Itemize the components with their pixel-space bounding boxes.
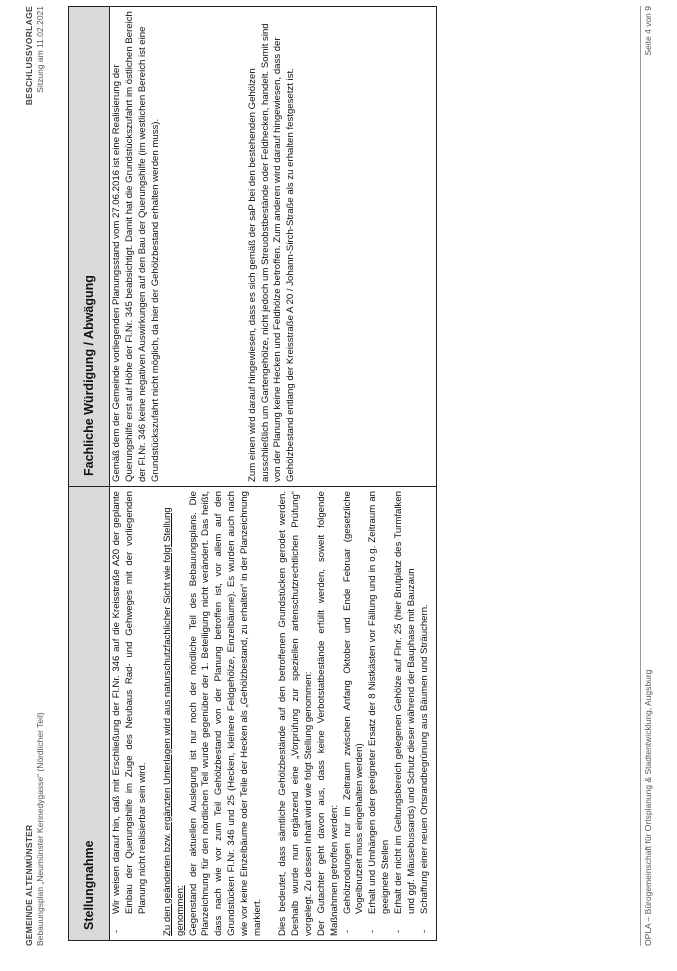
plan-title: Bebauungsplan „Neumünster Kennedygasse“ (Nördlicher Teil): [35, 712, 45, 946]
statement-table: [68, 6, 437, 941]
bullet-list-intro: [111, 491, 150, 936]
list-item: - Wir weisen darauf hin, daß mit Erschließung der Fl.Nr. 346 auf die Kreisstraße A20 der geplante Einbau der Querungshilfe im Zuge des Neubaus Rad- und Gehweges mit der vorliegenden Planung nicht realisierbar sein wird.: [111, 491, 150, 936]
list-item: - Gehölzrodungen nur im Zeitraum zwischen Anfang Oktober und Ende Februar (gesetzliche Vogelbrutzeit muss eingehalten werden): [342, 491, 368, 936]
page-number: Seite 4 von 9: [643, 6, 653, 56]
list-item: - Erhalt und Umhängen oder geeigneter Ersatz der 8 Nistkästen vor Fällung und in o.g. Zeitraum an geeignete Stellen: [367, 491, 393, 936]
page-header-right: [24, 6, 46, 105]
table-header-row: [69, 7, 110, 941]
column-header-statement: Stellungnahme: [69, 487, 110, 941]
session-date: Sitzung am 11.02.2021: [35, 6, 45, 93]
footer-divider: [640, 6, 641, 946]
paragraph: Dies bedeutet, dass sämtliche Gehölzbestände auf den betroffenen Grundstücken gerodet werden. Deshalb wurde nun ergänzend eine „Vorprüfung zur speziellen artenschutzrechtlichen Prüfung“ vorgelegt. Zu dessen Inhalt wird wie folgt Stellung genommen:: [276, 491, 314, 936]
municipality-name: GEMEINDE ALTENMÜNSTER: [24, 824, 34, 946]
footer-office: OPLA – Bürogemeinschaft für Ortsplanung & Stadtentwicklung, Augsburg: [643, 669, 653, 946]
page-header-left: [24, 712, 46, 946]
column-header-assessment: Fachliche Würdigung / Abwägung: [69, 7, 110, 487]
list-item: - Erhalt der nicht im Geltungsbereich gelegenen Gehölze auf Flnr. 25 (hier Brutplatz des Turmfalken und ggf. Mäusebussards) und Schutz dieser während der Bauphase mit Bauzaun: [393, 491, 419, 936]
list-item: - Schaffung einer neuen Ortsrandbegrünung aus Bäumen und Sträuchern.: [419, 491, 432, 936]
paragraph: Gegenstand der aktuellen Auslegung ist nur noch der nördliche Teil des Bebauungsplans. Die Planzeichnung für den nördlichen Teil wurde gegenüber der 1. Beteiligung nicht verändert. Das heißt, dass nach wie vor zum Teil Gehölzbestand von der Planung betroffen ist, vor allem auf den Grundstücken Fl.Nr. 346 und 25 (Hecken, kleinere Feldgehölze, Einzelbäume). Es wurden auch nach wie vor keine Einzelbäume oder Teile der Hecken als „Gehölzbestand, zu erhalten“ in der Planzeichnung markiert.: [187, 491, 264, 936]
assessment-cell: [110, 7, 437, 487]
paragraph: Gemäß dem der Gemeinde vorliegenden Planungsstand vom 27.06.2016 ist eine Realisierung der Querungshilfe erst auf Höhe der Fl.Nr. 345 beabsichtigt. Damit hat die Grundstückszufahrt im östlichen Bereich der Fl.Nr. 346 keine negativen Auswirkungen auf den Bau der Querungshilfe (im westlichen Bereich ist eine Grundstückszufahrt nicht möglich, da hier der Gehölzbestand erhalten werden muss).: [111, 11, 161, 482]
measures-list: [342, 491, 432, 936]
paragraph: Zum einen wird darauf hingewiesen, dass es sich gemäß der saP bei den bestehenden Gehölzen ausschließlich um Gartengehölze, nicht jedoch um Streuobstbestände oder Feldhecken, handelt. Somit sind von der Planung keine Hecken und Feldhölze betroffen. Zum anderen wird darauf hingewiesen, dass der Gehölzbestand entlang der Kreisstraße A 20 / Johann-Sirch-Straße als zu erhalten festgesetzt ist.: [246, 23, 297, 482]
document-type: BESCHLUSSVORLAGE: [24, 6, 34, 106]
paragraph: Der Gutachter geht davon aus, dass keine Verbotstatbestände erfüllt werden, soweit folgende Maßnahmen getroffen werden:: [315, 491, 340, 936]
section-heading: Zu den geänderten bzw. ergänzten Unterlagen wird aus naturschutzfachlicher Sicht wie folgt Stellung genommen:: [161, 507, 186, 936]
table-row: [110, 7, 437, 941]
statement-cell: [110, 487, 437, 941]
